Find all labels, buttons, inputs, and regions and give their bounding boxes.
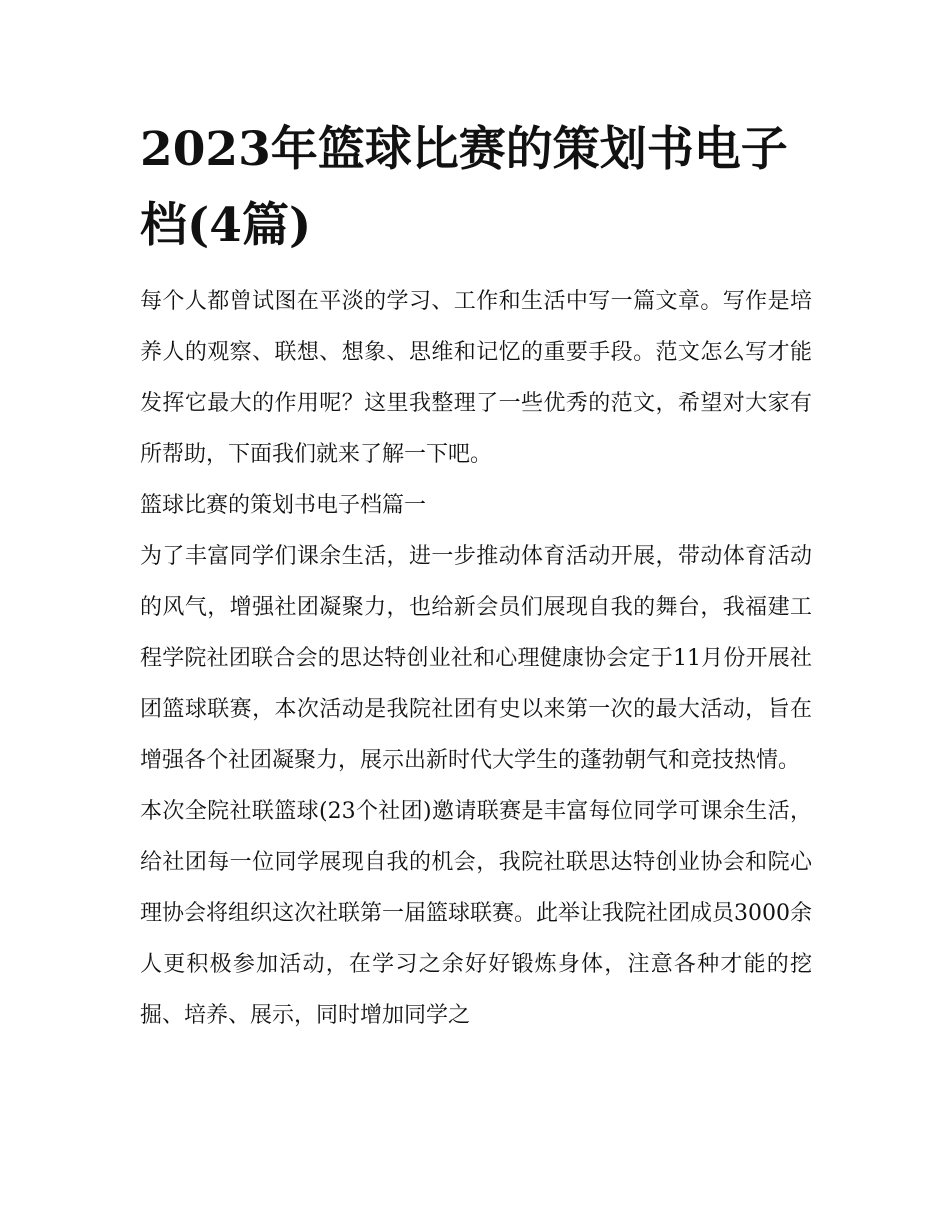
body-paragraph-1: 为了丰富同学们课余生活，进一步推动体育活动开展，带动体育活动的风气，增强社团凝聚力，也给新会员们展现自我的舞台，我福建工程学院社团联合会的思达特创业社和心理健康协会定于11月份开展社团篮球联赛，本次活动是我院社团有史以来第一次的最大活动，旨在增强各个社团凝聚力，展示出新时代大学生的蓬勃朝气和竞技热情。 xyxy=(140,544,812,773)
body-paragraph-2: 本次全院社联篮球(23个社团)邀请联赛是丰富每位同学可课余生活，给社团每一位同学展现自我的机会，我院社联思达特创业协会和院心理协会将组织这次社联第一届篮球联赛。此举让我院社团成员3000余人更积极参加活动，在学习之余好好锻炼身体，注意各种才能的挖掘、培养、展示，同时增加同学之 xyxy=(140,799,812,1028)
section-heading: 篮球比赛的策划书电子档篇一 xyxy=(140,493,427,518)
document-page xyxy=(140,112,812,1041)
document-body xyxy=(140,276,812,1041)
document-title: 2023年篮球比赛的策划书电子档(4篇) xyxy=(140,122,788,253)
intro-paragraph: 每个人都曾试图在平淡的学习、工作和生活中写一篇文章。写作是培养人的观察、联想、想象、思维和记忆的重要手段。范文怎么写才能发挥它最大的作用呢？这里我整理了一些优秀的范文，希望对大家有所帮助，下面我们就来了解一下吧。 xyxy=(140,289,812,467)
